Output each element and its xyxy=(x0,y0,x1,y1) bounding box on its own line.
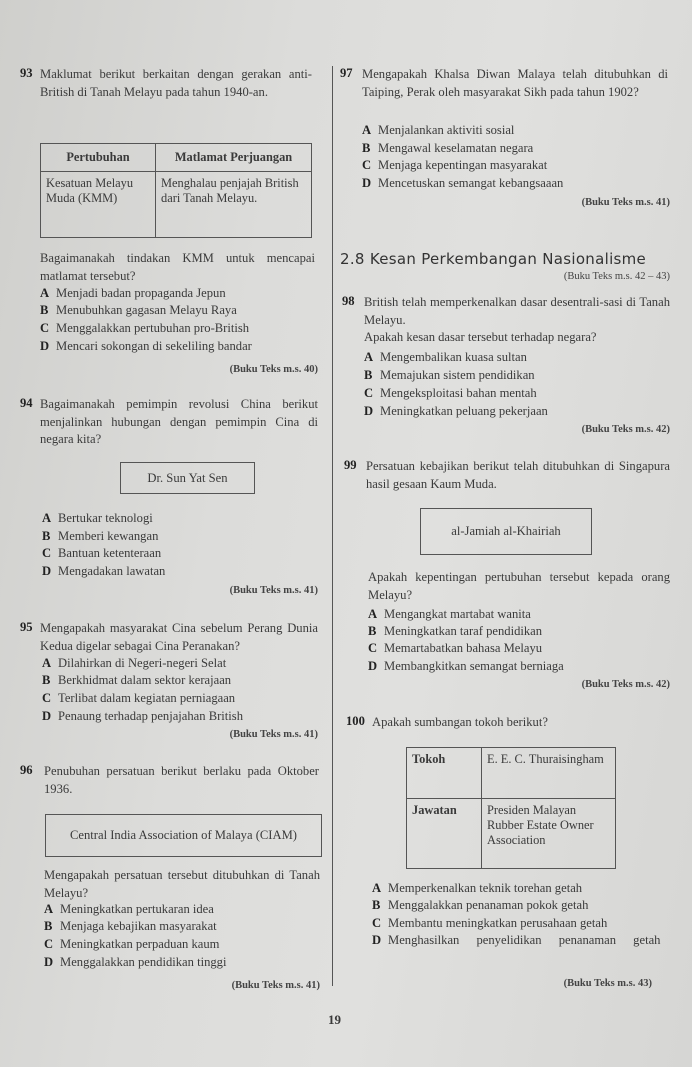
table-header: Matlamat Perjuangan xyxy=(156,144,312,172)
option-letter: C xyxy=(364,386,374,400)
option-b[interactable]: B Menubuhkan gagasan Melayu Raya xyxy=(40,302,237,320)
option-a[interactable]: A Meningkatkan pertukaran idea xyxy=(44,901,214,919)
question-96 xyxy=(20,763,319,798)
table-cell: E. E. C. Thuraisingham xyxy=(482,748,616,799)
question-95 xyxy=(20,620,318,655)
option-letter: A xyxy=(42,511,52,525)
table-cell: Menghalau penjajah British dari Tanah Melayu. xyxy=(156,172,312,238)
question-stem: Mengapakah Khalsa Diwan Malaya telah ditubuhkan di Taiping, Perak oleh masyarakat Sikh pada tahun 1902? xyxy=(362,67,668,99)
question-number: 99 xyxy=(344,458,357,472)
question-number: 94 xyxy=(20,396,33,410)
section-reference: (Buku Teks m.s. 42 – 43) xyxy=(563,271,670,282)
question-94 xyxy=(20,396,318,449)
option-letter: A xyxy=(42,656,52,670)
textbook-reference: (Buku Teks m.s. 41) xyxy=(229,729,318,740)
option-letter: C xyxy=(40,321,50,335)
option-letter: D xyxy=(362,176,372,190)
option-letter: A xyxy=(362,123,372,137)
option-letter: A xyxy=(372,881,382,895)
question-stem: Maklumat berikut berkaitan dengan gerakan anti-British di Tanah Melayu pada tahun 1940-an. xyxy=(40,67,312,99)
question-stem: Apakah sumbangan tokoh berikut? xyxy=(372,715,548,729)
option-letter: B xyxy=(364,368,373,382)
option-letter: C xyxy=(372,916,382,930)
textbook-reference: (Buku Teks m.s. 41) xyxy=(231,980,320,991)
option-a[interactable]: A Bertukar teknologi xyxy=(42,510,153,528)
column-divider xyxy=(332,66,333,986)
option-b[interactable]: B Menggalakkan penanaman pokok getah xyxy=(372,897,588,915)
question-number: 98 xyxy=(342,294,355,308)
table-header: Pertubuhan xyxy=(41,144,156,172)
option-letter: D xyxy=(40,339,50,353)
textbook-reference: (Buku Teks m.s. 41) xyxy=(229,585,318,596)
table-cell: Tokoh xyxy=(407,748,482,799)
option-letter: B xyxy=(44,919,53,933)
question-100 xyxy=(346,714,672,732)
option-b[interactable]: B Berkhidmat dalam sektor kerajaan xyxy=(42,672,231,690)
question-stem: Penubuhan persatuan berikut berlaku pada Oktober 1936. xyxy=(44,764,319,796)
question-98 xyxy=(342,294,670,329)
textbook-reference: (Buku Teks m.s. 42) xyxy=(581,424,670,435)
option-letter: A xyxy=(44,902,54,916)
option-letter: D xyxy=(42,709,52,723)
option-d[interactable]: D Penaung terhadap penjajahan British xyxy=(42,708,243,726)
option-letter: B xyxy=(40,303,49,317)
textbook-reference: (Buku Teks m.s. 41) xyxy=(581,197,670,208)
option-letter: B xyxy=(42,673,51,687)
question-93 xyxy=(20,66,312,101)
option-a[interactable]: A Mengangkat martabat wanita xyxy=(368,606,531,624)
option-b[interactable]: B Mengawal keselamatan negara xyxy=(362,140,533,158)
option-letter: B xyxy=(42,529,51,543)
option-c[interactable]: C Terlibat dalam kegiatan perniagaan xyxy=(42,690,235,708)
option-d[interactable]: D Mengadakan lawatan xyxy=(42,563,165,581)
option-d[interactable]: D Menggalakkan pendidikan tinggi xyxy=(44,954,226,972)
option-a[interactable]: A Mengembalikan kuasa sultan xyxy=(364,349,527,367)
question-prompt: Mengapakah persatuan tersebut ditubuhkan di Tanah Melayu? xyxy=(44,868,320,900)
question-number: 97 xyxy=(340,66,353,80)
option-c[interactable]: C Menjaga kepentingan masyarakat xyxy=(362,157,547,175)
page-number: 19 xyxy=(328,1012,341,1027)
option-a[interactable]: A Menjadi badan propaganda Jepun xyxy=(40,285,226,303)
option-a[interactable]: A Menjalankan aktiviti sosial xyxy=(362,122,514,140)
option-a[interactable]: A Dilahirkan di Negeri-negeri Selat xyxy=(42,655,226,673)
option-letter: D xyxy=(42,564,52,578)
option-d[interactable]: D Meningkatkan peluang pekerjaan xyxy=(364,403,548,421)
textbook-reference: (Buku Teks m.s. 40) xyxy=(229,364,318,375)
option-letter: D xyxy=(364,404,374,418)
option-letter: A xyxy=(368,607,378,621)
question-stem: Persatuan kebajikan berikut telah ditubuhkan di Singapura hasil gesaan Kaum Muda. xyxy=(366,459,670,491)
option-letter: C xyxy=(42,546,52,560)
question-stem: Bagaimanakah pemimpin revolusi China berikut menjalinkan hubungan dengan pemimpin Cina di negara kita? xyxy=(40,397,318,446)
option-b[interactable]: B Memajukan sistem pendidikan xyxy=(364,367,535,385)
info-box: Central India Association of Malaya (CIAM) xyxy=(45,814,322,857)
question-97 xyxy=(340,66,668,101)
question-99 xyxy=(344,458,670,493)
option-d[interactable]: D Menghasilkan penyelidikan penanaman getah xyxy=(372,932,672,950)
option-letter: B xyxy=(362,141,371,155)
question-prompt: Apakah kepentingan pertubuhan tersebut kepada orang Melayu? xyxy=(368,570,670,602)
question-number: 93 xyxy=(20,66,33,80)
option-letter: D xyxy=(372,933,382,947)
section-heading: 2.8 Kesan Perkembangan Nasionalisme xyxy=(340,250,647,268)
option-letter: C xyxy=(368,641,378,655)
option-letter: A xyxy=(364,350,374,364)
info-table xyxy=(40,143,312,238)
option-letter: C xyxy=(42,691,52,705)
question-number: 95 xyxy=(20,620,33,634)
option-b[interactable]: B Memberi kewangan xyxy=(42,528,158,546)
option-letter: D xyxy=(44,955,54,969)
question-prompt: Apakah kesan dasar tersebut terhadap negara? xyxy=(364,330,597,344)
option-c[interactable]: C Bantuan ketenteraan xyxy=(42,545,161,563)
option-c[interactable]: C Mengeksploitasi bahan mentah xyxy=(364,385,537,403)
option-letter: C xyxy=(44,937,54,951)
textbook-reference: (Buku Teks m.s. 43) xyxy=(563,978,652,989)
question-stem: Mengapakah masyarakat Cina sebelum Perang Dunia Kedua digelar sebagai Cina Peranakan? xyxy=(40,621,318,653)
info-box: Dr. Sun Yat Sen xyxy=(120,462,255,494)
question-number: 100 xyxy=(346,714,365,728)
option-d[interactable]: D Mencari sokongan di sekeliling bandar xyxy=(40,338,252,356)
info-box: al-Jamiah al-Khairiah xyxy=(420,508,592,555)
option-c[interactable]: C Memartabatkan bahasa Melayu xyxy=(368,640,542,658)
option-c[interactable]: C Meningkatkan perpaduan kaum xyxy=(44,936,219,954)
option-letter: A xyxy=(40,286,50,300)
table-cell: Presiden Malayan Rubber Estate Owner Association xyxy=(482,799,616,869)
option-b[interactable]: B Meningkatkan taraf pendidikan xyxy=(368,623,542,641)
option-c[interactable]: C Menggalakkan pertubuhan pro-British xyxy=(40,320,249,338)
option-d[interactable]: D Membangkitkan semangat berniaga xyxy=(368,658,564,676)
question-stem: British telah memperkenalkan dasar desentrali-sasi di Tanah Melayu. xyxy=(364,295,670,327)
option-letter: C xyxy=(362,158,372,172)
option-d[interactable]: D Mencetuskan semangat kebangsaaan xyxy=(362,175,563,193)
option-letter: B xyxy=(368,624,377,638)
option-a[interactable]: A Memperkenalkan teknik torehan getah xyxy=(372,880,582,898)
question-prompt: Bagaimanakah tindakan KMM untuk mencapai matlamat tersebut? xyxy=(40,251,315,283)
table-cell: Kesatuan Melayu Muda (KMM) xyxy=(41,172,156,238)
textbook-reference: (Buku Teks m.s. 42) xyxy=(581,679,670,690)
table-cell: Jawatan xyxy=(407,799,482,869)
info-table xyxy=(406,747,616,869)
option-b[interactable]: B Menjaga kebajikan masyarakat xyxy=(44,918,217,936)
question-number: 96 xyxy=(20,763,33,777)
option-letter: B xyxy=(372,898,381,912)
option-c[interactable]: C Membantu meningkatkan perusahaan getah xyxy=(372,915,607,933)
option-letter: D xyxy=(368,659,378,673)
